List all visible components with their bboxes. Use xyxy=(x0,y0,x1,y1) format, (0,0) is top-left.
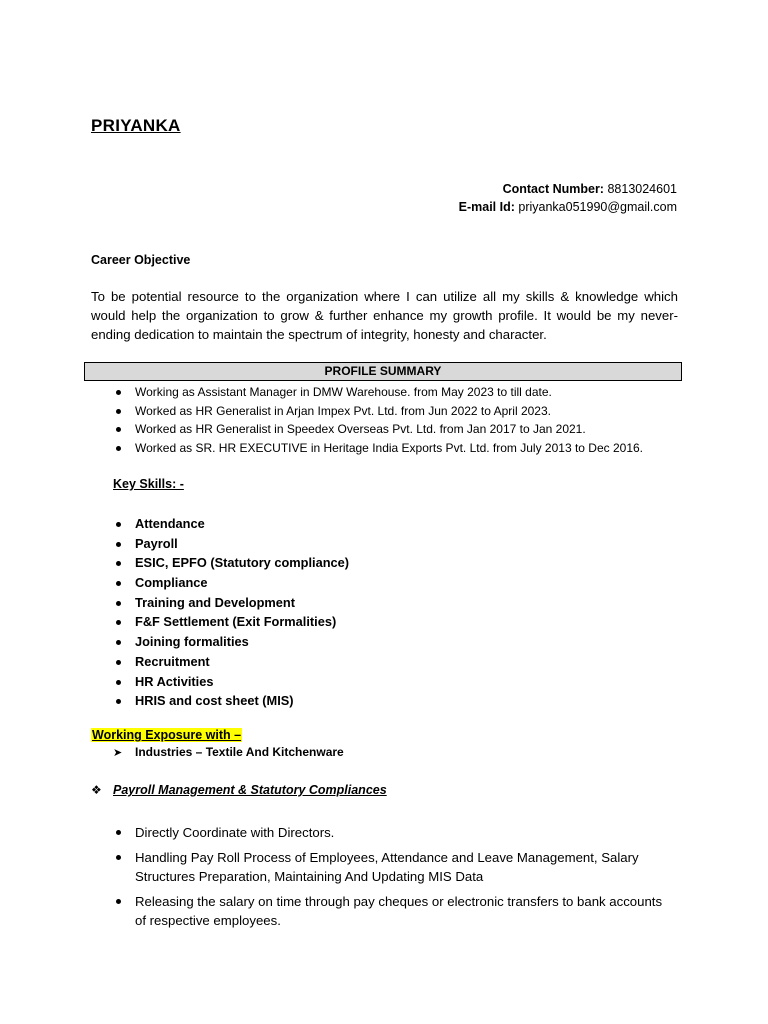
working-exposure-text: Industries – Textile And Kitchenware xyxy=(135,745,344,759)
list-item: Worked as SR. HR EXECUTIVE in Heritage India Exports Pvt. Ltd. from July 2013 to Dec 2016. xyxy=(113,439,643,458)
arrow-bullet-icon: ➤ xyxy=(113,747,123,759)
list-item: F&F Settlement (Exit Formalities) xyxy=(113,612,349,632)
working-exposure-heading: Working Exposure with – xyxy=(92,728,242,742)
profile-summary-list xyxy=(113,383,643,457)
career-objective-heading: Career Objective xyxy=(91,253,191,267)
list-item: Working as Assistant Manager in DMW Warehouse. from May 2023 to till date. xyxy=(113,383,643,402)
key-skills-heading: Key Skills: - xyxy=(113,477,184,491)
list-item: HRIS and cost sheet (MIS) xyxy=(113,691,349,711)
candidate-name: PRIYANKA xyxy=(91,116,181,135)
list-item: Payroll xyxy=(113,534,349,554)
contact-email-line xyxy=(459,200,677,214)
career-objective-text: To be potential resource to the organization where I can utilize all my skills & knowledge which would help the organization to grow & further enhance my growth profile. It would be my never-ending dedication to maintain the spectrum of integrity, honesty and character. xyxy=(91,289,678,342)
list-item: Handling Pay Roll Process of Employees, Attendance and Leave Management, Salary Structures Preparation, Maintaining And Updating MIS Data xyxy=(113,848,673,886)
profile-summary-heading: PROFILE SUMMARY xyxy=(84,362,682,381)
phone-value: 8813024601 xyxy=(607,182,677,196)
email-label: E-mail Id: xyxy=(458,200,515,214)
list-item: Directly Coordinate with Directors. xyxy=(113,823,673,842)
list-item: Compliance xyxy=(113,573,349,593)
list-item: Worked as HR Generalist in Speedex Overseas Pvt. Ltd. from Jan 2017 to Jan 2021. xyxy=(113,420,643,439)
list-item: Attendance xyxy=(113,514,349,534)
list-item: HR Activities xyxy=(113,672,349,692)
list-item: ESIC, EPFO (Statutory compliance) xyxy=(113,553,349,573)
payroll-section-heading xyxy=(91,783,387,797)
email-value: priyanka051990@gmail.com xyxy=(518,200,677,214)
list-item: Recruitment xyxy=(113,652,349,672)
payroll-section-title: Payroll Management & Statutory Compliances xyxy=(113,783,387,797)
key-skills-list xyxy=(113,514,349,711)
contact-phone-line xyxy=(503,182,677,196)
list-item: Releasing the salary on time through pay cheques or electronic transfers to bank accounts of respective employees. xyxy=(113,892,673,930)
diamond-bullet-icon: ❖ xyxy=(91,783,102,797)
list-item: Training and Development xyxy=(113,593,349,613)
list-item: Joining formalities xyxy=(113,632,349,652)
list-item: Worked as HR Generalist in Arjan Impex Pvt. Ltd. from Jun 2022 to April 2023. xyxy=(113,402,643,421)
working-exposure-item xyxy=(113,745,344,759)
payroll-duties-list xyxy=(113,823,673,936)
phone-label: Contact Number: xyxy=(502,182,604,196)
